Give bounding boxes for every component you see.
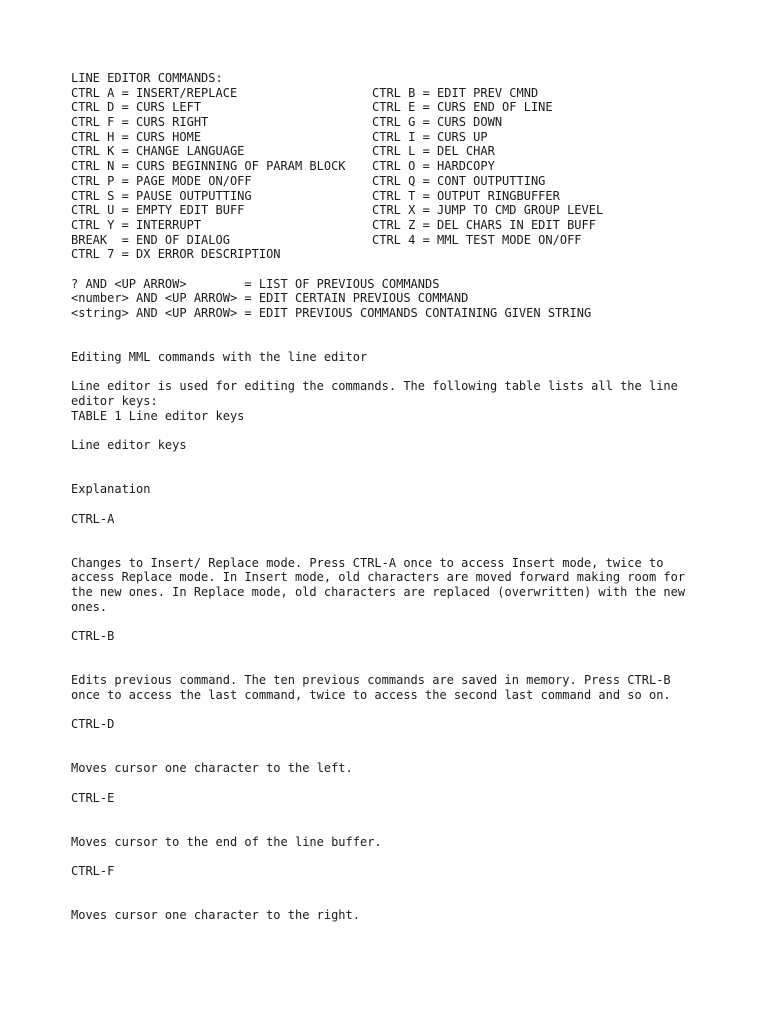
command-left: CTRL Y = INTERRUPT xyxy=(71,217,202,232)
command-left: CTRL P = PAGE MODE ON/OFF xyxy=(71,173,252,188)
intro-paragraph: Line editor is used for editing the commands. The following table lists all the line editor keys: xyxy=(71,379,686,409)
command-row xyxy=(71,189,751,204)
document-page xyxy=(71,71,751,923)
command-right: CTRL Z = DEL CHARS IN EDIT BUFF xyxy=(372,217,596,232)
command-right: CTRL 4 = MML TEST MODE ON/OFF xyxy=(372,232,582,247)
command-left: CTRL U = EMPTY EDIT BUFF xyxy=(71,203,245,218)
arrow-command: <string> AND <UP ARROW> = EDIT PREVIOUS COMMANDS CONTAINING GIVEN STRING xyxy=(71,306,592,320)
column-header-explanation: Explanation xyxy=(71,482,151,497)
command-right: CTRL B = EDIT PREV CMND xyxy=(372,85,539,100)
arrow-command: <number> AND <UP ARROW> = EDIT CERTAIN PREVIOUS COMMAND xyxy=(71,291,469,306)
command-row xyxy=(71,233,751,248)
key-name: CTRL-D xyxy=(71,717,115,732)
command-row xyxy=(71,203,751,218)
command-left: CTRL F = CURS RIGHT xyxy=(71,115,209,130)
commands-table xyxy=(71,86,751,262)
key-description: Edits previous command. The ten previous commands are saved in memory. Press CTRL-B once to access the last command, twice to access the second last command and so on. xyxy=(71,673,678,702)
command-row xyxy=(71,86,751,101)
command-row xyxy=(71,159,751,174)
command-right: CTRL I = CURS UP xyxy=(372,129,488,144)
command-right: CTRL G = CURS DOWN xyxy=(372,115,503,130)
column-header-keys: Line editor keys xyxy=(71,438,187,453)
command-right: CTRL X = JUMP TO CMD GROUP LEVEL xyxy=(372,203,604,218)
command-row xyxy=(71,144,751,159)
command-left: CTRL N = CURS BEGINNING OF PARAM BLOCK xyxy=(71,159,346,174)
command-left: CTRL S = PAUSE OUTPUTTING xyxy=(71,188,252,203)
command-row xyxy=(71,247,751,262)
command-left: CTRL 7 = DX ERROR DESCRIPTION xyxy=(71,247,281,262)
command-row xyxy=(71,130,751,145)
key-description: Moves cursor to the end of the line buffer. xyxy=(71,834,382,849)
command-right: CTRL L = DEL CHAR xyxy=(372,144,495,159)
command-left: CTRL K = CHANGE LANGUAGE xyxy=(71,144,245,159)
key-name: CTRL-E xyxy=(71,790,115,805)
commands-header: LINE EDITOR COMMANDS: xyxy=(71,71,223,85)
command-row xyxy=(71,115,751,130)
command-right: CTRL Q = CONT OUTPUTTING xyxy=(372,173,546,188)
command-right: CTRL T = OUTPUT RINGBUFFER xyxy=(372,188,560,203)
command-right: CTRL E = CURS END OF LINE xyxy=(372,100,553,115)
key-name: CTRL-A xyxy=(71,511,115,526)
key-description: Moves cursor one character to the right. xyxy=(71,908,360,923)
command-left: CTRL H = CURS HOME xyxy=(71,129,202,144)
key-description: Changes to Insert/ Replace mode. Press CTRL-A once to access Insert mode, twice to access Replace mode. In Insert mode, old characters are moved forward making room for the new ones. In Replace mode, old characters are replaced (overwritten) with the new ones. xyxy=(71,555,693,614)
arrow-command: ? AND <UP ARROW> = LIST OF PREVIOUS COMMANDS xyxy=(71,276,440,291)
command-row xyxy=(71,174,751,189)
command-left: CTRL A = INSERT/REPLACE xyxy=(71,85,238,100)
command-right: CTRL O = HARDCOPY xyxy=(372,159,495,174)
command-left: CTRL D = CURS LEFT xyxy=(71,100,202,115)
table-caption: TABLE 1 Line editor keys xyxy=(71,408,245,423)
section-title: Editing MML commands with the line editor xyxy=(71,350,368,365)
key-description: Moves cursor one character to the left. xyxy=(71,761,353,776)
command-row xyxy=(71,100,751,115)
arrow-commands xyxy=(71,277,751,321)
key-name: CTRL-B xyxy=(71,629,115,644)
command-row xyxy=(71,218,751,233)
key-name: CTRL-F xyxy=(71,864,115,879)
command-left: BREAK = END OF DIALOG xyxy=(71,232,230,247)
